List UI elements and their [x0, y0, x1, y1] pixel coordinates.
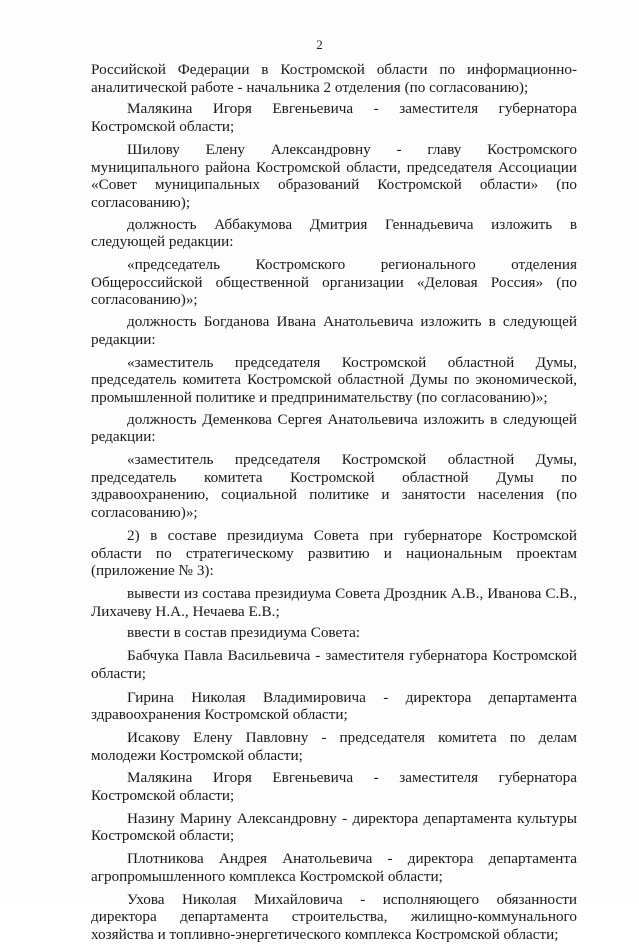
paragraph: Российской Федерации в Костромской области по информационно-аналитической работе - начальника 2 отделения (по согласованию);: [91, 61, 577, 96]
paragraph: «заместитель председателя Костромской областной Думы, председатель комитета Костромской областной Думы по здравоохранению, социальной политике и занятости населения (по согласованию)»;: [91, 451, 577, 522]
paragraph: должность Богданова Ивана Анатольевича изложить в следующей редакции:: [91, 313, 577, 348]
paragraph: Малякина Игоря Евгеньевича - заместителя губернатора Костромской области;: [91, 100, 577, 136]
paragraph: Плотникова Андрея Анатольевича - директора департамента агропромышленного комплекса Костромской области;: [91, 850, 577, 885]
paragraph: должность Аббакумова Дмитрия Геннадьевича изложить в следующей редакции:: [91, 215, 577, 251]
page-number: 2: [316, 37, 323, 52]
paragraph: Бабчука Павла Васильевича - заместителя губернатора Костромской области;: [91, 647, 577, 682]
paragraph: Гирина Николая Владимировича - директора департамента здравоохранения Костромской области;: [91, 688, 577, 724]
paragraph: Назину Марину Александровну - директора департамента культуры Костромской области;: [91, 809, 577, 845]
paragraph: «заместитель председателя Костромской областной Думы, председатель комитета Костромской областной Думы по экономической, промышленной политике и предпринимательству (по согласованию)»;: [91, 353, 577, 406]
paragraph: должность Деменкова Сергея Анатольевича изложить в следующей редакции:: [91, 410, 577, 446]
paragraph: ввести в состав президиума Совета:: [127, 624, 361, 642]
paragraph: 2) в составе президиума Совета при губернаторе Костромской области по стратегическому развитию и национальным проектам (приложение № 3):: [91, 526, 577, 580]
paragraph: «председатель Костромского регионального отделения Общероссийской общественной организации «Деловая Россия» (по согласованию)»;: [91, 256, 577, 309]
paragraph: Шилову Елену Александровну - главу Костромского муниципального района Костромской области, председателя Ассоциации «Совет муниципальных образований Костромской области» (по согласованию);: [91, 140, 577, 211]
paragraph: Малякина Игоря Евгеньевича - заместителя губернатора Костромской области;: [91, 769, 577, 805]
paragraph: вывести из состава президиума Совета Дроздник А.В., Иванова С.В., Лихачеву Н.А., Нечаева Е.В.;: [91, 584, 577, 620]
document-body: [91, 61, 577, 944]
paragraph: Исакову Елену Павловну - председателя комитета по делам молодежи Костромской области;: [91, 728, 577, 764]
paragraph: Ухова Николая Михайловича - исполняющего обязанности директора департамента строительства, жилищно-коммунального хозяйства и топливно-энергетического комплекса Костромской области;: [91, 890, 577, 943]
